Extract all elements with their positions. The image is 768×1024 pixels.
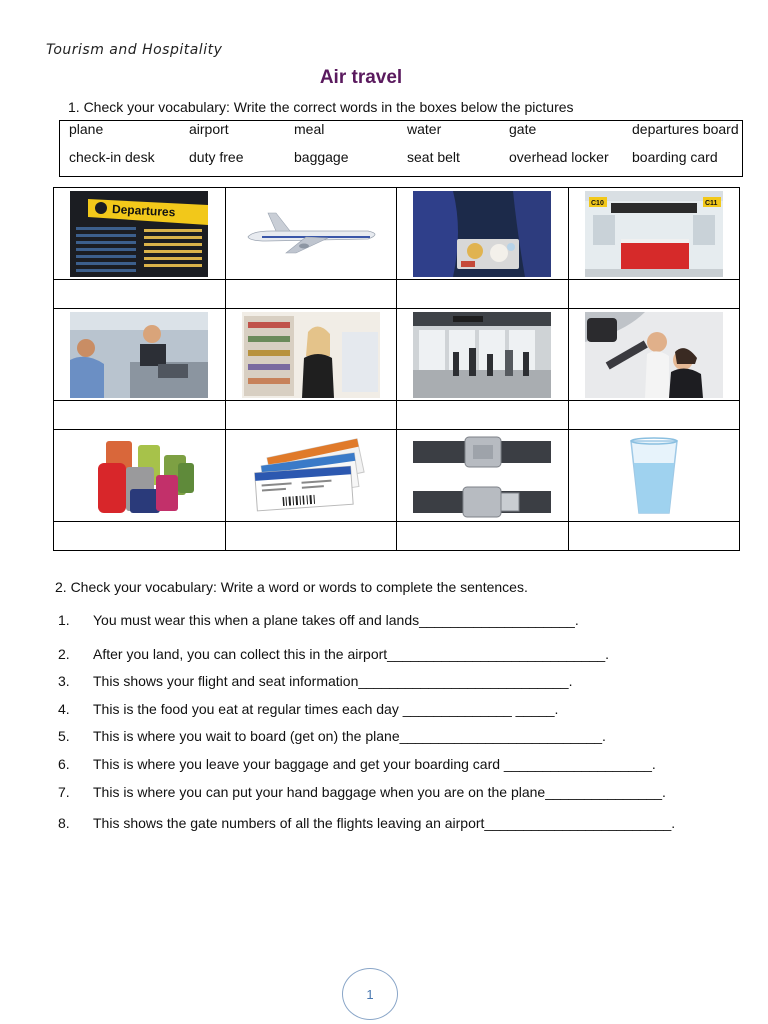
answer-box[interactable] (225, 522, 397, 551)
question-text: This is the food you eat at regular times each day ______________ _____. (93, 701, 559, 717)
answer-box[interactable] (54, 401, 226, 430)
vocab-word: check-in desk (69, 149, 155, 165)
question-number: 1. (58, 612, 70, 628)
question-item (58, 701, 558, 717)
question-text: This is where you can put your hand baggage when you are on the plane_______________. (93, 784, 666, 800)
question-number: 3. (58, 673, 70, 689)
answer-box[interactable] (397, 280, 569, 309)
picture-cell (225, 188, 397, 280)
picture-cell (54, 309, 226, 401)
vocabulary-box (59, 120, 743, 177)
picture-cell (225, 430, 397, 522)
svg-text:Departures: Departures (111, 201, 176, 219)
departures-board-picture (70, 191, 208, 277)
overhead-locker-picture (585, 312, 723, 398)
gate-terminal-picture (413, 312, 551, 398)
section1-instruction: 1. Check your vocabulary: Write the correct words in the boxes below the pictures (68, 99, 574, 115)
boarding-cards-picture (242, 433, 380, 519)
section2-instruction: 2. Check your vocabulary: Write a word or words to complete the sentences. (55, 579, 528, 595)
picture-cell (54, 430, 226, 522)
picture-table (53, 187, 740, 551)
picture-cell (54, 188, 226, 280)
svg-text:C11: C11 (704, 199, 718, 207)
vocab-word: duty free (189, 149, 244, 165)
picture-cell (568, 309, 740, 401)
answer-box[interactable] (54, 522, 226, 551)
svg-text:C10: C10 (590, 199, 604, 207)
airplane-picture (242, 191, 380, 277)
vocab-word: meal (294, 121, 325, 137)
question-item (58, 612, 579, 628)
picture-cell (568, 430, 740, 522)
question-text: This is where you wait to board (get on) the plane__________________________. (93, 728, 606, 744)
page-number: 1 (342, 968, 398, 1020)
duty-free-shop-picture (242, 312, 380, 398)
picture-cell (397, 309, 569, 401)
picture-cell (225, 309, 397, 401)
question-item (58, 815, 675, 831)
question-item (58, 728, 606, 744)
answer-box[interactable] (225, 280, 397, 309)
picture-cell (568, 188, 740, 280)
question-text: This shows your flight and seat information___________________________. (93, 673, 573, 689)
vocab-word: boarding card (632, 149, 718, 165)
picture-cell (397, 188, 569, 280)
question-text: You must wear this when a plane takes off and lands____________________. (93, 612, 579, 628)
question-text: This shows the gate numbers of all the flights leaving an airport________________________. (93, 815, 676, 831)
question-item (58, 784, 666, 800)
vocab-word: water (407, 121, 442, 137)
question-item (58, 646, 609, 662)
vocab-word: airport (189, 121, 229, 137)
question-number: 8. (58, 815, 70, 831)
vocab-word: departures board (632, 121, 739, 137)
question-item (58, 756, 656, 772)
baggage-picture (70, 433, 208, 519)
airport-lounge-picture (70, 312, 208, 398)
answer-box[interactable] (568, 522, 740, 551)
question-item (58, 673, 572, 689)
question-number: 7. (58, 784, 70, 800)
check-in-desk-picture (585, 191, 723, 277)
answer-box[interactable] (397, 401, 569, 430)
question-number: 4. (58, 701, 70, 717)
question-number: 2. (58, 646, 70, 662)
answer-box[interactable] (54, 280, 226, 309)
answer-box[interactable] (568, 280, 740, 309)
meal-tray-picture (413, 191, 551, 277)
page-title: Air travel (319, 67, 403, 88)
vocab-word: seat belt (407, 149, 460, 165)
vocab-word: plane (69, 121, 104, 137)
vocab-word: baggage (294, 149, 349, 165)
question-text: This is where you leave your baggage and get your boarding card ___________________. (93, 756, 656, 772)
vocab-word: overhead locker (509, 149, 609, 165)
picture-cell (397, 430, 569, 522)
seat-belt-picture (413, 433, 551, 519)
vocab-word: gate (509, 121, 537, 137)
question-text: After you land, you can collect this in the airport____________________________. (93, 646, 610, 662)
header-label: Tourism and Hospitality (46, 42, 223, 58)
answer-box[interactable] (225, 401, 397, 430)
answer-box[interactable] (397, 522, 569, 551)
question-number: 5. (58, 728, 70, 744)
answer-box[interactable] (568, 401, 740, 430)
question-number: 6. (58, 756, 70, 772)
water-cup-picture (585, 433, 723, 519)
